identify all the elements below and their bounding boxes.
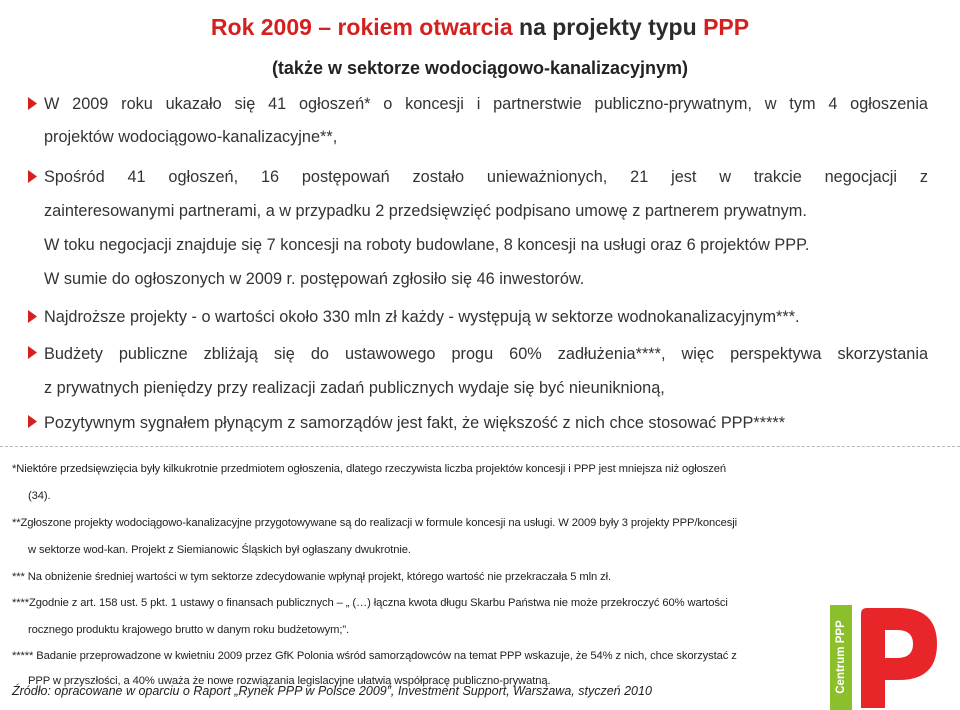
paragraph-line: W sumie do ogłoszonych w 2009 r. postępowań zgłosiło się 46 inwestorów. [44, 270, 585, 288]
title-ppp: PPP [703, 14, 750, 40]
bullet-arrow-icon [28, 346, 37, 359]
paragraph-line: z prywatnych pieniędzy przy realizacji zadań publicznych wydaje się być nieuniknioną, [44, 379, 665, 397]
footnote-line: *** Na obniżenie średniej wartości w tym sektorze zdecydowanie wpłynął projekt, którego wartość nie przekraczała 5 mln zł. [12, 571, 612, 583]
divider [0, 446, 960, 447]
footnote-line: ****Zgodnie z art. 158 ust. 5 pkt. 1 ustawy o finansach publicznych – „ (…) łączna kwota długu Skarbu Państwa nie może przekroczyć 60% wartości [12, 597, 728, 609]
page-title [0, 14, 960, 41]
title-highlight: Rok 2009 – rokiem otwarcia [210, 14, 513, 40]
title-middle: na projekty typu [512, 14, 704, 40]
paragraph-line: Spośród 41 ogłoszeń, 16 postępowań zostało unieważnionych, 21 jest w trakcie negocjacji z [44, 168, 928, 186]
bullet-arrow-icon [28, 170, 37, 183]
paragraph-line: projektów wodociągowo-kanalizacyjne**, [44, 128, 338, 146]
footnote-line: w sektorze wod-kan. Projekt z Siemianowic Śląskich był ogłaszany dwukrotnie. [28, 544, 411, 556]
footnote-line: rocznego produktu krajowego brutto w danym roku budżetowym;”. [28, 624, 349, 636]
bullet-arrow-icon [28, 97, 37, 110]
paragraph-line: Najdroższe projekty - o wartości około 330 mln zł każdy - występują w sektorze wodnokanalizacyjnym***. [44, 308, 800, 326]
bullet-arrow-icon [28, 415, 37, 428]
ppp-logo-icon [855, 600, 945, 710]
paragraph-line: W 2009 roku ukazało się 41 ogłoszeń* o koncesji i partnerstwie publiczno-prywatnym, w tym 4 ogłoszenia [44, 95, 928, 113]
bullet-arrow-icon [28, 310, 37, 323]
source-note: Źródło: opracowane w oparciu o Raport „Rynek PPP w Polsce 2009”, Investment Support, Warszawa, styczeń 2010 [12, 684, 652, 698]
footnote-line: ***** Badanie przeprowadzone w kwietniu 2009 przez GfK Polonia wśród samorządowców na temat PPP wskazuje, że 54% z nich, chce skorzystać z [12, 650, 737, 662]
paragraph-line: zainteresowanymi partnerami, a w przypadku 2 przedsięwzięć podpisano umowę z partnerem prywatnym. [44, 202, 807, 220]
paragraph-line: Pozytywnym sygnałem płynącym z samorządów jest fakt, że większość z nich chce stosować PPP***** [44, 414, 786, 432]
paragraph-line: Budżety publiczne zbliżają się do ustawowego progu 60% zadłużenia****, więc perspektywa skorzystania [44, 345, 928, 363]
page-subtitle: (także w sektorze wodociągowo-kanalizacyjnym) [271, 58, 689, 78]
footnote-line: *Niektóre przedsięwzięcia były kilkukrotnie przedmiotem ogłoszenia, dlatego rzeczywista liczba projektów koncesji i PPP jest mniejsza niż ogłoszeń [12, 463, 726, 475]
paragraph-line: W toku negocjacji znajduje się 7 koncesji na roboty budowlane, 8 koncesji na usługi oraz 6 projektów PPP. [44, 236, 810, 254]
footnote-line: **Zgłoszone projekty wodociągowo-kanalizacyjne przygotowywane są do realizacji w formule koncesji na usługi. W 2009 były 3 projekty PPP/koncesji [12, 517, 737, 529]
footnote-line: PPP w przyszłości, a 40% uważa że nowe rozwiązania legislacyjne ułatwią współpracę publiczno-prywatną. [28, 675, 551, 687]
footnote-line: (34). [28, 490, 51, 502]
logo-text: Centrum PPP [835, 620, 847, 694]
